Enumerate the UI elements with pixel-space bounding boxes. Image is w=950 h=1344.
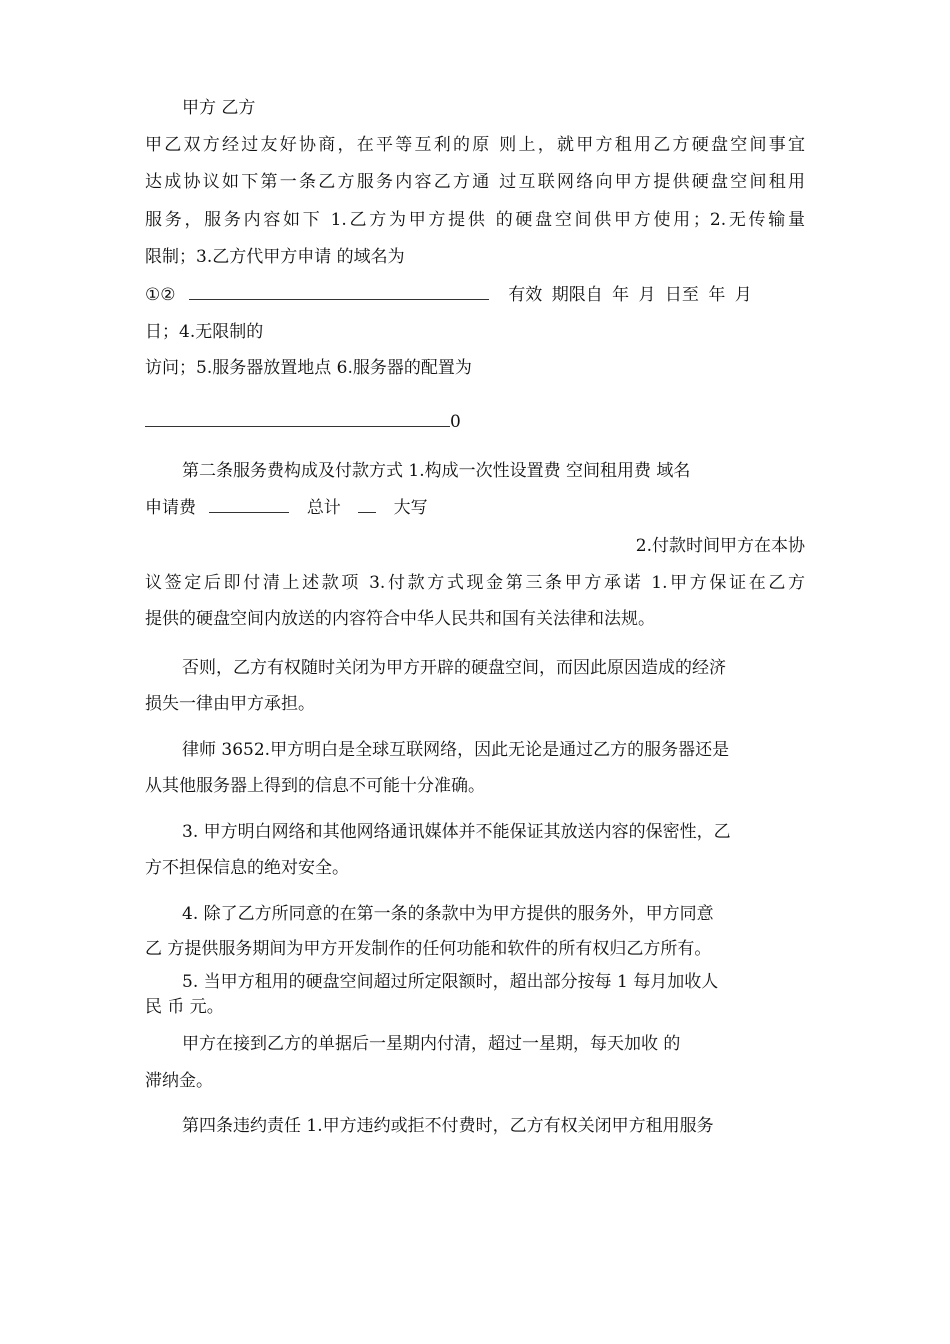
paragraph-line: 访问；5.服务器放置地点 6.服务器的配置为 bbox=[145, 358, 472, 378]
domain-suffix: 有效 期限自 年 月 日至 年 月 bbox=[508, 285, 752, 305]
paragraph-line: 方不担保信息的绝对安全。 bbox=[145, 858, 349, 878]
paragraph-line: 2.付款时间甲方在本协 bbox=[635, 536, 805, 556]
paragraph-line: 甲方在接到乙方的单据后一星期内付清，超过一星期，每天加收 的 bbox=[182, 1034, 681, 1054]
capital-label: 大写 bbox=[393, 498, 428, 518]
config-line bbox=[145, 410, 461, 434]
paragraph-line: 提供的硬盘空间内放送的内容符合中华人民共和国有关法律和法规。 bbox=[145, 609, 655, 629]
paragraph-line: 律师 3652.甲方明白是全球互联网络，因此无论是通过乙方的服务器还是 bbox=[182, 740, 730, 760]
paragraph-line: 滞纳金。 bbox=[145, 1071, 213, 1091]
fee-line bbox=[145, 496, 428, 520]
paragraph-line: 从其他服务器上得到的信息不可能十分准确。 bbox=[145, 776, 485, 796]
paragraph-line: 第二条服务费构成及付款方式 1.构成一次性设置费 空间租用费 域名 bbox=[182, 461, 691, 481]
config-end: 0 bbox=[450, 412, 461, 432]
paragraph-line: 议签定后即付清上述款项 3.付款方式现金第三条甲方承诺 1.甲方保证在乙方 bbox=[145, 573, 805, 593]
paragraph-line: 甲乙双方经过友好协商，在平等互利的原 则上，就甲方租用乙方硬盘空间事宜 bbox=[145, 135, 805, 155]
config-blank bbox=[145, 410, 450, 427]
parties-line: 甲方 乙方 bbox=[182, 98, 256, 118]
paragraph-line: 5. 当甲方租用的硬盘空间超过所定限额时，超出部分按每 1 每月加收人 bbox=[182, 972, 719, 992]
paragraph-line: 第四条违约责任 1.甲方违约或拒不付费时，乙方有权关闭甲方租用服务 bbox=[182, 1116, 714, 1136]
paragraph-line: 3. 甲方明白网络和其他网络通讯媒体并不能保证其放送内容的保密性，乙 bbox=[182, 822, 731, 842]
total-blank bbox=[358, 496, 376, 513]
paragraph-line: 否则，乙方有权随时关闭为甲方开辟的硬盘空间，而因此原因造成的经济 bbox=[182, 658, 726, 678]
paragraph-line: 民 币 元。 bbox=[145, 997, 224, 1017]
domain-prefix: ①② bbox=[145, 285, 176, 305]
paragraph-line: 乙 方提供服务期间为甲方开发制作的任何功能和软件的所有权归乙方所有。 bbox=[145, 939, 712, 959]
fee-label: 申请费 bbox=[145, 498, 196, 518]
fee-blank bbox=[209, 496, 289, 513]
domain-blank bbox=[189, 283, 489, 300]
domain-line bbox=[145, 283, 752, 307]
paragraph-line: 4. 除了乙方所同意的在第一条的条款中为甲方提供的服务外，甲方同意 bbox=[182, 904, 714, 924]
paragraph-line: 服务，服务内容如下 1.乙方为甲方提供 的硬盘空间供甲方使用；2.无传输量 bbox=[145, 210, 805, 230]
paragraph-line: 限制；3.乙方代甲方申请 的域名为 bbox=[145, 247, 405, 267]
total-label: 总计 bbox=[306, 498, 341, 518]
paragraph-line: 达成协议如下第一条乙方服务内容乙方通 过互联网络向甲方提供硬盘空间租用 bbox=[145, 172, 805, 192]
paragraph-line: 损失一律由甲方承担。 bbox=[145, 694, 315, 714]
paragraph-line: 日；4.无限制的 bbox=[145, 322, 264, 342]
